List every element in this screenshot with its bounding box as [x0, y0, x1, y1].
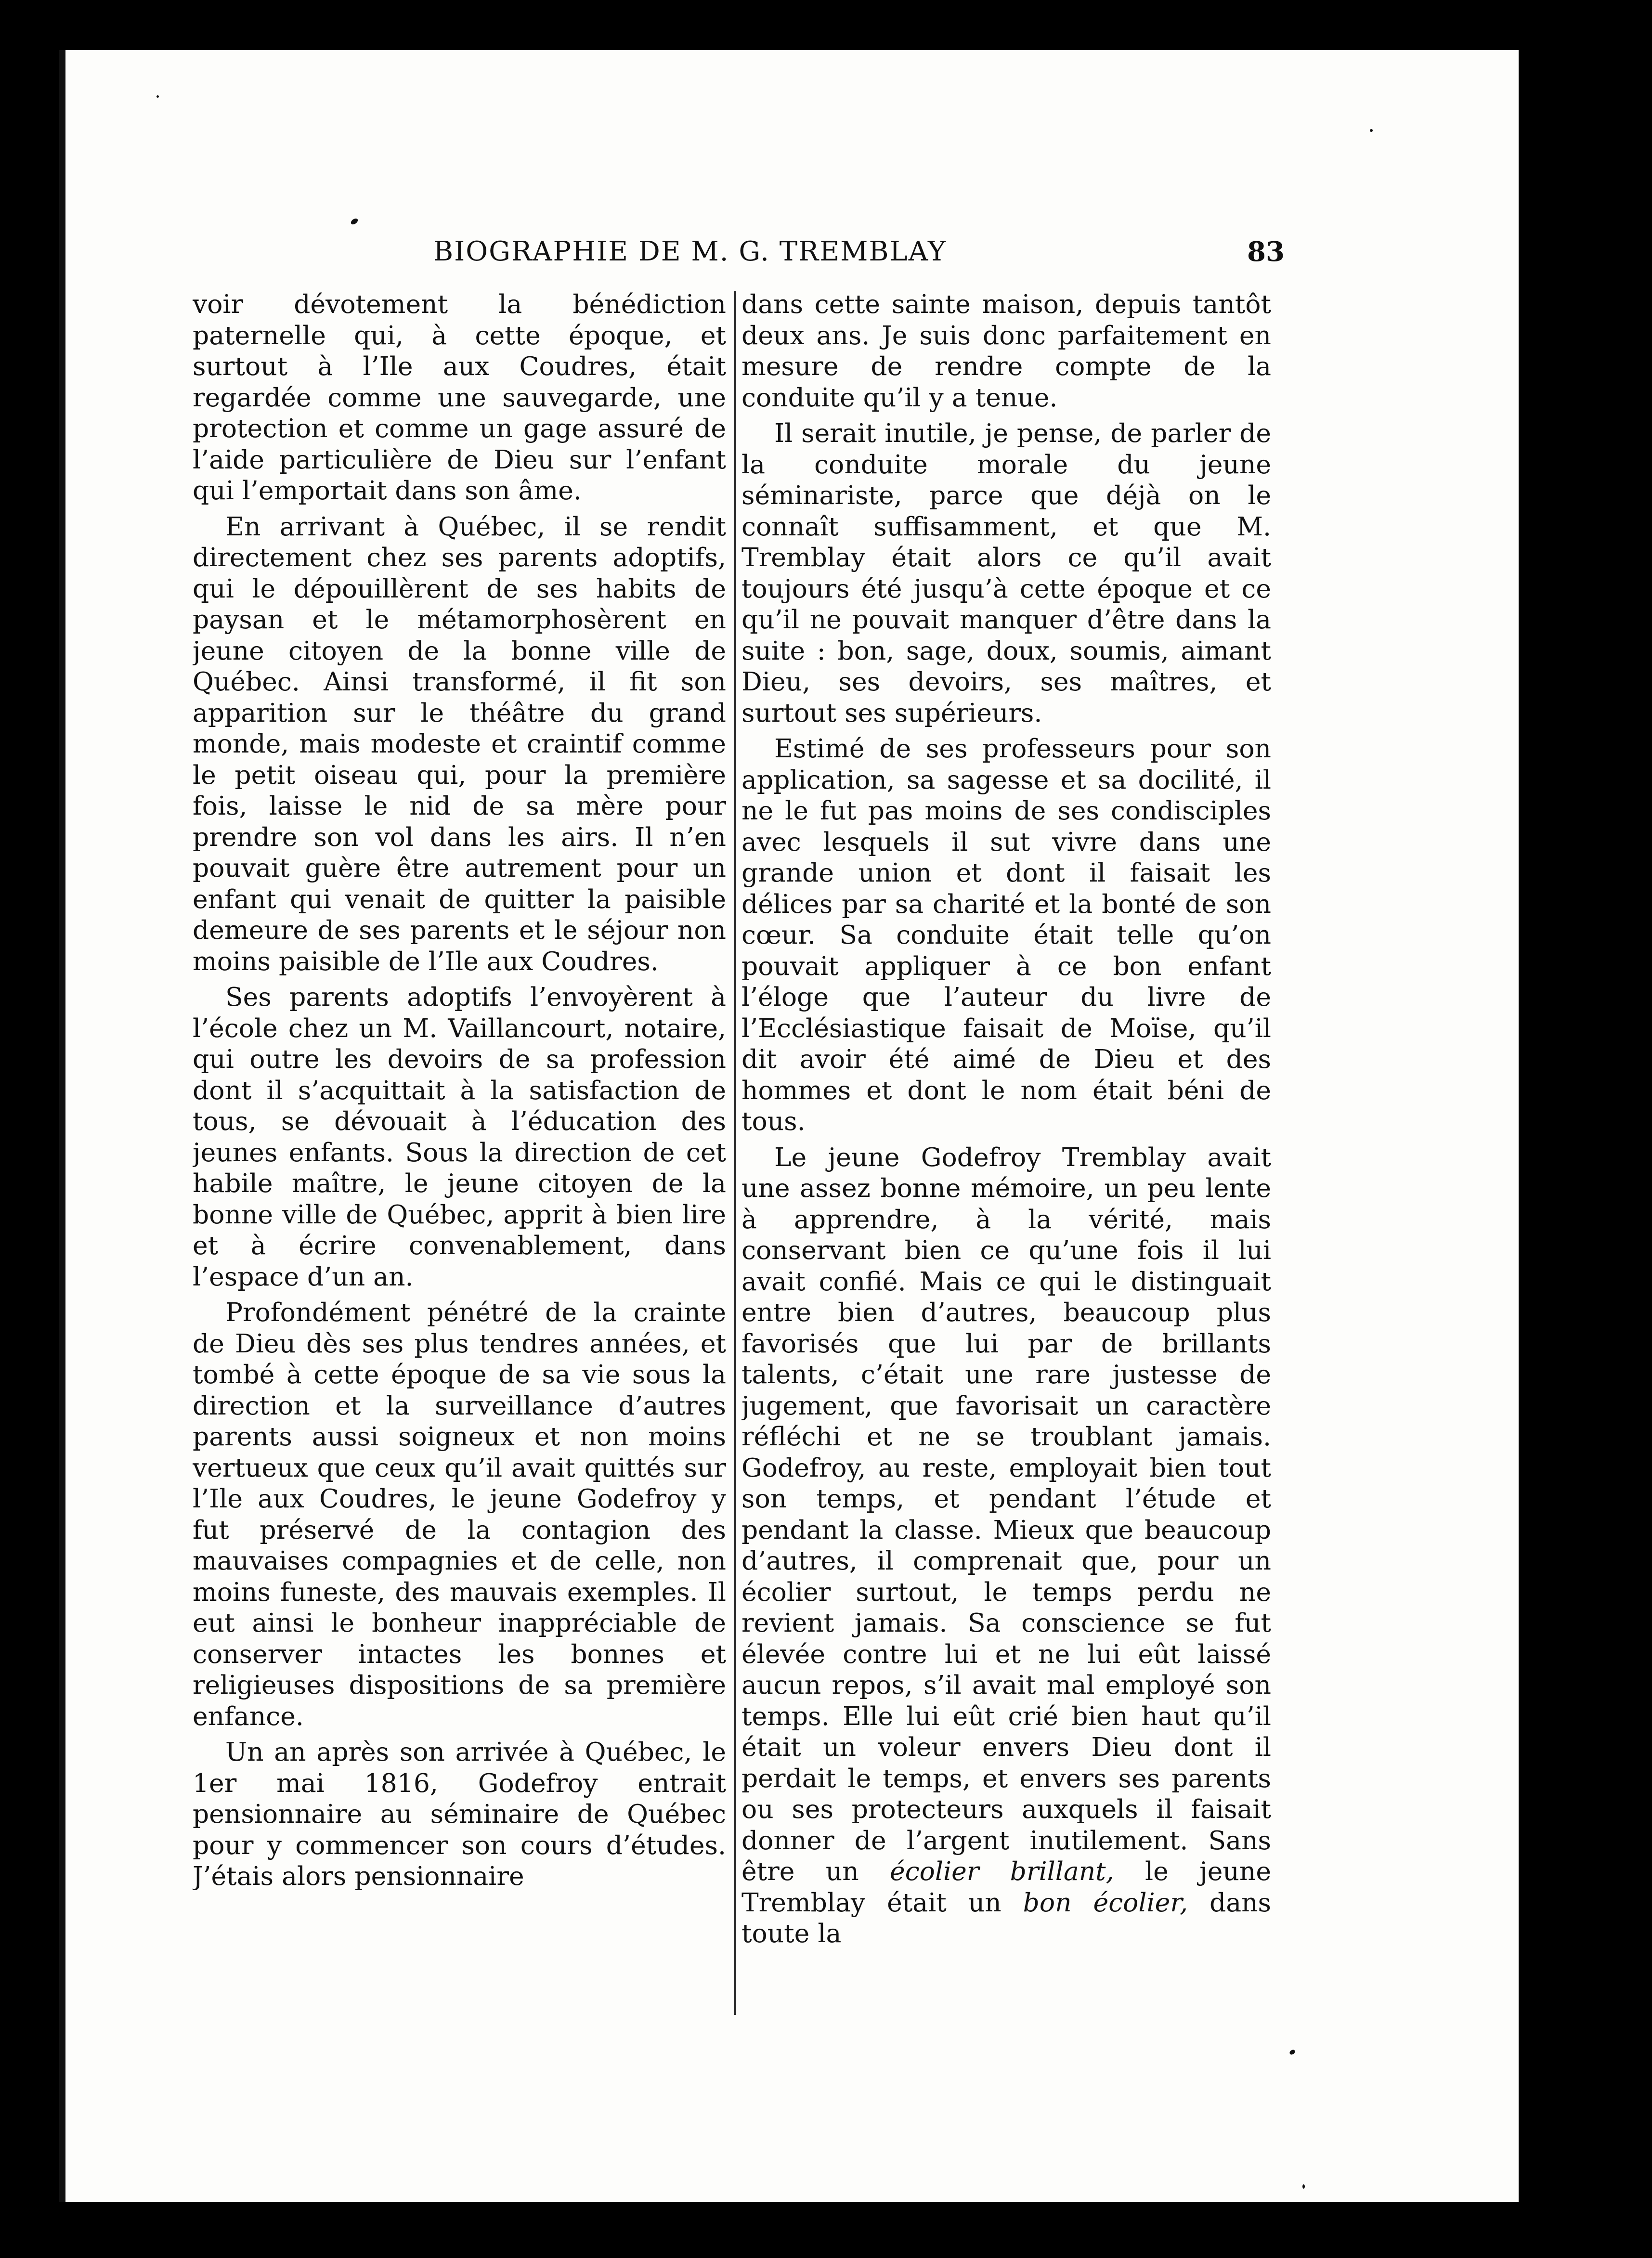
paragraph-text: le jeune Tremblay était un: [741, 1856, 1271, 1918]
paragraph: En arrivant à Québec, il se rendit directement chez ses parents adoptifs, qui le dépouillèrent de ses habits de paysan et le métamorphosèrent en jeune citoyen de la bonne ville de Québec. Ainsi transformé, il fit son apparition sur le théâtre du grand monde, mais modeste et craintif comme le petit oiseau qui, pour la première fois, laisse le nid de sa mère pour prendre son vol dans les airs. Il n’en pouvait guère être autrement pour un enfant qui venait de quitter la paisible demeure de ses parents et le séjour non moins paisible de l’Ile aux Coudres.: [193, 511, 726, 976]
paragraph: Un an après son arrivée à Québec, le 1er mai 1816, Godefroy entrait pensionnaire au séminaire de Québec pour y commencer son cours d’études. J’étais alors pensionnaire: [193, 1737, 726, 1891]
ink-speck: [1302, 2184, 1305, 2189]
right-text-column: [741, 289, 1271, 2022]
paragraph-with-italics: [741, 1142, 1271, 1949]
column-divider: [734, 291, 736, 2015]
running-header: BIOGRAPHIE DE M. G. TREMBLAY: [433, 236, 947, 267]
paragraph-text: Le jeune Godefroy Tremblay avait une assez bonne mémoire, un peu lente à apprendre, à la vérité, mais conservant bien ce qu’une fois il lui avait confié. Mais ce qui le distinguait entre bien d’autres, beaucoup plus favorisés que lui par de brillants talents, c’était une rare justesse de jugement, que favorisait un caractère réfléchi et ne se troublant jamais. Godefroy, au reste, employait bien tout son temps, et pendant l’étude et pendant la classe. Mieux que beaucoup d’autres, il comprenait que, pour un écolier surtout, le temps perdu ne revient jamais. Sa conscience se fut élevée contre lui et ne lui eût laissé aucun repos, s’il avait mal employé son temps. Elle lui eût crié bien haut qu’il était un voleur envers Dieu dont il perdait le temps, et envers ses parents ou ses protecteurs auxquels il faisait donner de l’argent inutilement. Sans être un: [741, 1142, 1271, 1886]
page-number: 83: [1247, 236, 1285, 268]
paragraph: dans cette sainte maison, depuis tantôt deux ans. Je suis donc parfaitement en mesure de rendre compte de la conduite qu’il y a tenue.: [741, 289, 1271, 413]
paragraph: Ses parents adoptifs l’envoyèrent à l’école chez un M. Vaillancourt, notaire, qui outre les devoirs de sa profession dont il s’acquittait à la satisfaction de tous, se dévouait à l’éducation des jeunes enfants. Sous la direction de cet habile maître, le jeune citoyen de la bonne ville de Québec, apprit à bien lire et à écrire convenablement, dans l’espace d’un an.: [193, 982, 726, 1292]
italic-phrase: bon écolier,: [1023, 1887, 1188, 1918]
italic-phrase: écolier brillant,: [890, 1856, 1114, 1886]
paragraph: Profondément pénétré de la crainte de Dieu dès ses plus tendres années, et tombé à cette époque de sa vie sous la direction et la surveillance d’autres parents aussi soigneux et non moins vertueux que ceux qu’il avait quittés sur l’Ile aux Coudres, le jeune Godefroy y fut préservé de la contagion des mauvaises compagnies et de celle, non moins funeste, des mauvais exemples. Il eut ainsi le bonheur inappréciable de conserver intactes les bonnes et religieuses dispositions de sa première enfance.: [193, 1297, 726, 1731]
ink-speck: [1370, 129, 1373, 132]
paragraph: Il serait inutile, je pense, de parler de la conduite morale du jeune séminariste, parce que déjà on le connaît suffisamment, et que M. Tremblay était alors ce qu’il avait toujours été jusqu’à cette époque et ce qu’il ne pouvait manquer d’être dans la suite : bon, sage, doux, soumis, aimant Dieu, ses devoirs, ses maîtres, et surtout ses supérieurs.: [741, 418, 1271, 728]
left-text-column: [193, 289, 726, 2022]
ink-speck: [156, 95, 159, 98]
paragraph: Estimé de ses professeurs pour son application, sa sagesse et sa docilité, il ne le fut pas moins de ses condisciples avec lesquels il sut vivre dans une grande union et dont il faisait les délices par sa charité et la bonté de son cœur. Sa conduite était telle qu’on pouvait appliquer à ce bon enfant l’éloge que l’auteur du livre de l’Ecclésiastique faisait de Moïse, qu’il dit avoir été aimé de Dieu et des hommes et dont le nom était béni de tous.: [741, 733, 1271, 1136]
paragraph-text: dans toute la: [741, 1887, 1271, 1948]
paragraph: voir dévotement la bénédiction paternelle qui, à cette époque, et surtout à l’Ile aux Coudres, était regardée comme une sauvegarde, une protection et comme un gage assuré de l’aide particulière de Dieu sur l’enfant qui l’emportait dans son âme.: [193, 289, 726, 506]
